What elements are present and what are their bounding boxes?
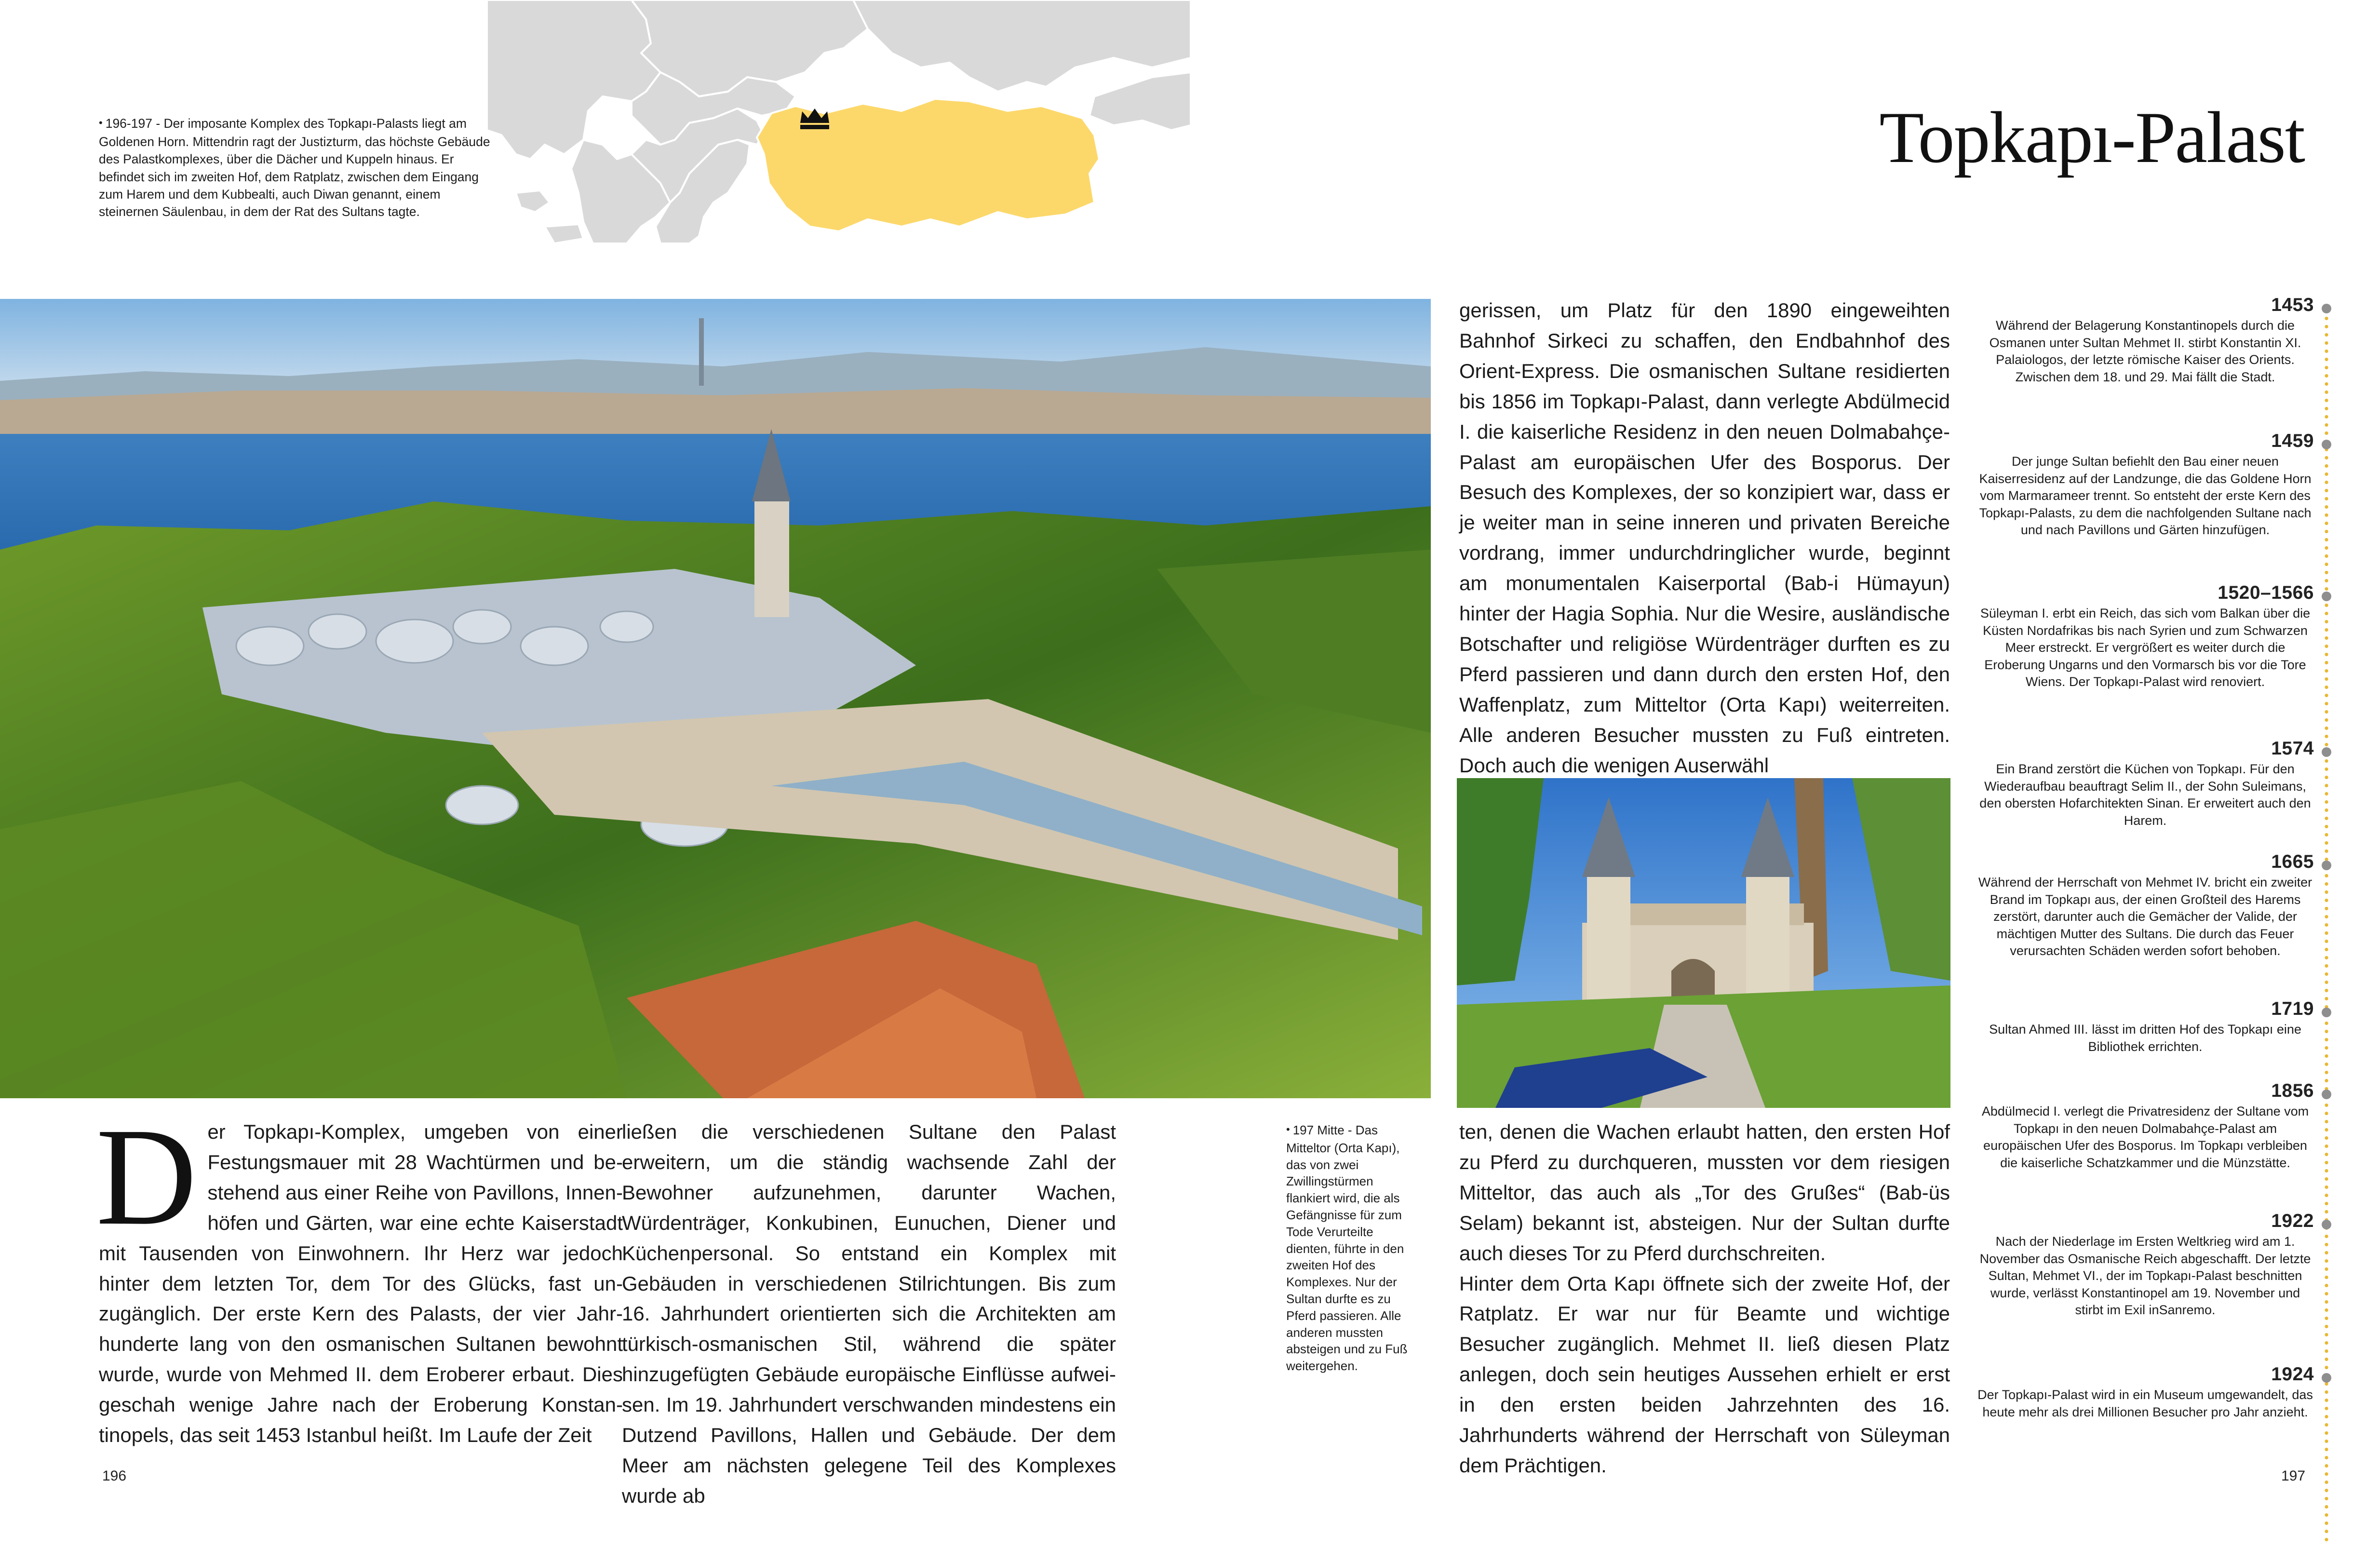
caption-middle-text: 197 Mitte - Das Mitteltor (Orta Kapı), das von zwei Zwillingstürmen flankiert wird, die als Gefängnisse für zum Tode Verurteilte dienten, führte in den zweiten Hof des Komplexes. Nur der Sultan durfte es zu Pferd passieren. Alle anderen mussten absteigen und zu Fuß weitergehen. <box>1286 1123 1408 1374</box>
timeline-marker <box>2322 747 2331 757</box>
caption-top-text: 196-197 - Der imposante Komplex des Topkapı-Palasts liegt am Goldenen Horn. Mittendrin ragt der Justizturm, das höchste Gebäude des Palastkomplexes, über die Dächer und Kuppeln hinaus. Er befindet sich im zweiten Hof, dem Ratplatz, zwischen dem Eingang zum Harem und dem Kubbealti, auch Diwan genannt, einem steinernen Säulenbau, in dem der Rat des Sultans tagte. <box>99 116 490 219</box>
timeline-year: 1922 <box>2271 1211 2314 1231</box>
timeline-entry <box>1977 294 2314 386</box>
timeline-marker <box>2322 304 2331 313</box>
body-col3-top-text: gerissen, um Platz für den 1890 eingeweihten Bahnhof Sirkeci zu schaffen, den Endbahnhof des Orient-Express. Die osmanischen Sultane residierten bis 1856 im Topkapı-Palast, dann verlegte Abdülmecid I. die kaiserliche Residenz in den neuen Dolmabahçe-Palast am europäischen Ufer des Bosporus. Der Besuch des Komplexes, der so konzipiert war, dass er je weiter man in seine inneren und privaten Bereiche vordrang, immer undurchdringlicher wurde, beginnt am monumentalen Kaiserportal (Bab-i Hümayun) hinter der Hagia Sophia. Nur die Wesire, ausländische Botschafter und religiöse Würdenträger durften es zu Pferd passieren und dann durch den ersten Hof, den Waffenplatz, zum Mitteltor (Orta Kapı) weiterreiten. Alle anderen Besucher mussten zu Fuß eintreten. Doch auch die wenigen Auserwähl <box>1459 299 1950 777</box>
timeline-text: Der junge Sultan befiehlt den Bau einer neuen Kaiserresidenz auf der Landzunge, die das Goldene Horn vom Marmarameer trennt. So entsteht der erste Kern des Topkapı-Palasts, zu dem die nachfolgenden Sultane nach und nach Pavillons und Gärten hinzufügen. <box>1979 454 2312 537</box>
body-column-2 <box>622 1117 1116 1511</box>
timeline-year: 1665 <box>2271 851 2314 872</box>
timeline-entry <box>1977 738 2314 829</box>
caption-middle <box>1286 1122 1412 1374</box>
bullet-icon: • <box>99 117 103 129</box>
locator-map <box>487 0 1191 243</box>
caption-top <box>99 115 492 220</box>
timeline-text: Sultan Ahmed III. lässt im dritten Hof des Topkapı eine Bibliothek errichten. <box>1989 1022 2301 1054</box>
page-number-left: 196 <box>102 1468 127 1484</box>
bullet-icon: • <box>1286 1123 1290 1135</box>
timeline-year: 1453 <box>2271 295 2314 315</box>
topkapi-aerial-photo <box>0 299 1431 1098</box>
timeline-marker <box>2322 1220 2331 1229</box>
timeline-entry <box>1977 851 2314 960</box>
body-col3-paragraph-1: ten, denen die Wachen erlaubt hatten, den ersten Hof zu Pferd zu durchqueren, mussten vor dem riesigen Mitteltor, das auch als „Tor des Grußes“ (Bab-üs Selam) bekannt ist, absteigen. Nur der Sultan durfte auch dieses Tor zu Pferd durchschreiten. <box>1459 1120 1950 1265</box>
timeline-text: Abdülmecid I. verlegt die Privatresidenz der Sultane vom Topkapı in den neuen Dolmabahçe-Palast am europäischen Ufer des Bosporus. Im Topkapı verbleiben die kaiserliche Schatzkammer und die Münzstätte. <box>1981 1104 2309 1170</box>
timeline-marker <box>2322 1373 2331 1383</box>
timeline-marker <box>2322 592 2331 601</box>
timeline-dotted-line <box>2325 306 2328 1545</box>
timeline-year: 1459 <box>2271 431 2314 451</box>
page-title: Topkapı-Palast <box>1879 97 2304 178</box>
timeline-text: Ein Brand zerstört die Küchen von Topkapı. Für den Wiederaufbau beauftragt Selim II., der Sohn Suleimans, den obersten Hofarchitekten Sinan. Er erweitert auch den Harem. <box>1979 762 2311 828</box>
timeline-year: 1924 <box>2271 1364 2314 1385</box>
body-col1-text: er Topkapı-Komplex, umgeben von einer Festungsmauer mit 28 Wachtürmen und bestehend aus einer Reihe von Pavillons, Innenhöfen und Gärten, war eine echte Kaiserstadt mit Tausenden von Einwohnern. Ihr Herz war jedoch hinter dem letzten Tor, dem Tor des Glücks, fast unzugänglich. Der erste Kern des Palasts, der vier Jahrhunderte lang von den osmanischen Sultanen bewohnt wurde, wurde von Mehmed II. dem Eroberer erbaut. Dies geschah wenige Jahre nach der Eroberung Konstantinopels, das seit 1453 Istanbul heißt. Im Laufe der Zeit <box>99 1120 623 1447</box>
timeline-text: Süleyman I. erbt ein Reich, das sich vom Balkan über die Küsten Nordafrikas bis nach Syrien und zum Schwarzen Meer erstreckt. Er vergrößert es weiter durch die Eroberung Ungarns und den Vormarsch bis vor die Tore Wiens. Der Topkapı-Palast wird renoviert. <box>1980 606 2311 689</box>
body-col3-paragraph-2: Hinter dem Orta Kapı öffnete sich der zweite Hof, der Ratplatz. Er war nur für Beamte und wichtige Besucher zugänglich. Mehmet II. ließ diesen Platz anlegen, doch sein heutiges Aussehen erhielt er erst in den ersten beiden Jahrzehnten des 16. Jahrhunderts während der Herrschaft von Süleyman dem Prächtigen. <box>1459 1272 1950 1477</box>
timeline-marker <box>2322 440 2331 449</box>
body-column-1 <box>96 1099 623 1451</box>
timeline-text: Der Topkapı-Palast wird in ein Museum umgewandelt, das heute mehr als drei Millionen Besucher pro Jahr anzieht. <box>1977 1387 2313 1419</box>
timeline-entry <box>1977 1080 2314 1172</box>
body-col2-text: ließen die verschiedenen Sultane den Palast erweitern, um die ständig wachsende Zahl der Bewohner aufzunehmen, darunter Wachen, Würdenträger, Konkubinen, Eunuchen, Diener und Küchenpersonal. So entstand ein Komplex mit Gebäuden in verschiedenen Stilrichtungen. Bis zum 16. Jahrhundert orientierten sich die Architekten am türkisch-osmanischen Stil, während die später hinzugefügten Gebäude europäische Einflüsse aufweisen. Im 19. Jahrhundert verschwanden mindestens ein Dutzend Pavillons, Hallen und Gebäude. Der dem Meer am nächsten gelegene Teil des Komplexes wurde ab <box>622 1120 1116 1507</box>
timeline-entry <box>1977 430 2314 539</box>
timeline-marker <box>2322 861 2331 870</box>
timeline-entry <box>1977 1363 2314 1421</box>
drop-cap: D <box>96 1099 197 1254</box>
timeline-text: Während der Herrschaft von Mehmet IV. bricht ein zweiter Brand im Topkapı aus, der einen Großteil des Harems zerstört, darunter auch die Gemächer der Valide, der mächtigen Mutter des Sultans. Die durch das Feuer verursachten Schäden werden sofort behoben. <box>1978 875 2313 958</box>
body-column-3-top <box>1459 296 1950 781</box>
timeline-marker <box>2322 1008 2331 1017</box>
timeline-entry <box>1977 582 2314 691</box>
timeline-marker <box>2322 1090 2331 1099</box>
timeline <box>1972 294 2338 1548</box>
body-column-3-bottom <box>1459 1117 1950 1481</box>
timeline-text: Während der Belagerung Konstantinopels durch die Osmanen unter Sultan Mehmet II. stirbt Konstantin XI. Palaiologos, der letzte römische Kaiser des Orients. Zwischen dem 18. und 29. Mai fällt die Stadt. <box>1989 318 2301 384</box>
orta-kapi-gate-photo <box>1457 778 1950 1108</box>
timeline-year: 1719 <box>2271 998 2314 1019</box>
timeline-text: Nach der Niederlage im Ersten Weltkrieg wird am 1. November das Osmanische Reich abgeschafft. Der letzte Sultan, Mehmet VI., der im Topkapı-Palast beschnitten wurde, verlässt Konstantinopel am 19. November und stirbt im Exil inSanremo. <box>1979 1234 2311 1317</box>
timeline-year: 1856 <box>2271 1080 2314 1101</box>
timeline-entry <box>1977 998 2314 1055</box>
timeline-year: 1574 <box>2271 738 2314 759</box>
timeline-entry <box>1977 1210 2314 1319</box>
timeline-year: 1520–1566 <box>2218 582 2314 603</box>
page-number-right: 197 <box>2281 1468 2306 1484</box>
